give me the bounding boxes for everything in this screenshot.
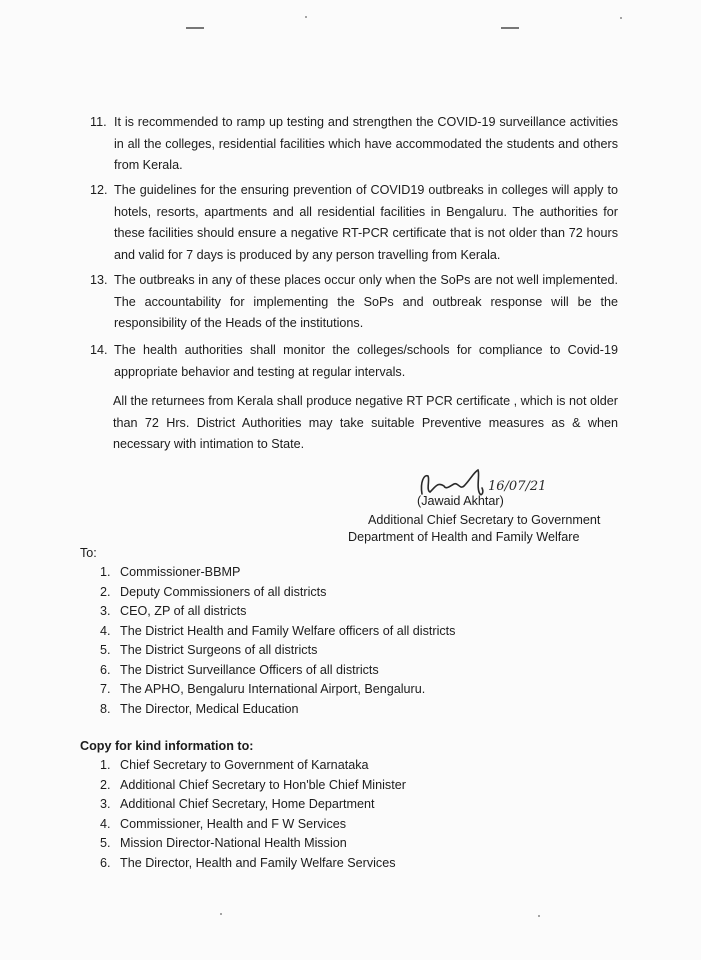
item-14 <box>90 340 618 383</box>
list-item: 8. The Director, Medical Education <box>100 701 299 716</box>
item-text: It is recommended to ramp up testing and strengthen the COVID-19 surveillance activities in all the colleges, residential facilities which have accommodated the students and others from Kerala. <box>114 115 618 173</box>
item-number: 14. <box>90 343 108 357</box>
list-item: 5. The District Surgeons of all districts <box>100 643 318 657</box>
item-text: The guidelines for the ensuring prevention of COVID19 outbreaks in colleges will apply to hotels, resorts, apartments and all residential facilities in Bengaluru. The authorities for these facilities should ensure a negative RT-PCR certificate that is not older than 72 hours and valid for 7 days is produced by any person travelling from Kerala. <box>114 183 618 262</box>
list-item: 6. The Director, Health and Family Welfare Services <box>100 855 396 870</box>
item-text: The outbreaks in any of these places occur only when the SoPs are not well implemented. The accountability for implementing the SoPs and outbreak response will be the responsibility of the Heads of the institutions. <box>114 273 618 331</box>
copy-list <box>100 756 406 873</box>
list-item: 2. Additional Chief Secretary to Hon'ble Chief Minister <box>100 777 406 792</box>
item-11 <box>90 112 618 177</box>
item-13 <box>90 270 618 335</box>
scan-speck <box>620 17 622 19</box>
list-item: 2. Deputy Commissioners of all districts <box>100 584 327 599</box>
list-item: 6. The District Surveillance Officers of all districts <box>100 662 379 677</box>
copy-label: Copy for kind information to: <box>80 739 254 753</box>
list-item: 5. Mission Director-National Health Mission <box>100 836 347 850</box>
to-list <box>100 563 455 719</box>
scan-speck <box>220 913 222 915</box>
item-number: 12. <box>90 183 108 197</box>
signatory-name: (Jawaid Akhtar) <box>417 494 504 508</box>
scan-speck <box>538 915 540 917</box>
list-item: 7. The APHO, Bengaluru International Airport, Bengaluru. <box>100 682 426 696</box>
scan-mark-left <box>186 27 204 29</box>
list-item: 1. Chief Secretary to Government of Karnataka <box>100 758 369 772</box>
signature-date: 16/07/21 <box>488 479 547 494</box>
list-item: 3. Additional Chief Secretary, Home Department <box>100 797 375 811</box>
signatory-title: Additional Chief Secretary to Government <box>368 513 601 527</box>
item-number: 11. <box>90 115 107 129</box>
item-text: The health authorities shall monitor the colleges/schools for compliance to Covid-19 appropriate behavior and testing at regular intervals. <box>114 343 618 379</box>
closing-paragraph: All the returnees from Kerala shall produce negative RT PCR certificate , which is not older than 72 Hrs. District Authorities may take suitable Preventive measures as & when necessary with intimation to State. <box>113 394 618 452</box>
list-item: 4. Commissioner, Health and F W Services <box>100 816 347 831</box>
list-item: 3. CEO, ZP of all districts <box>100 604 247 618</box>
scan-speck <box>305 16 307 18</box>
list-item: 1. Commissioner-BBMP <box>100 565 241 579</box>
signatory-department: Department of Health and Family Welfare <box>348 530 580 544</box>
item-12 <box>90 180 618 266</box>
scan-mark-right <box>501 27 519 29</box>
to-label: To: <box>80 546 97 560</box>
list-item: 4. The District Health and Family Welfare officers of all districts <box>100 623 456 638</box>
item-number: 13. <box>90 273 108 287</box>
